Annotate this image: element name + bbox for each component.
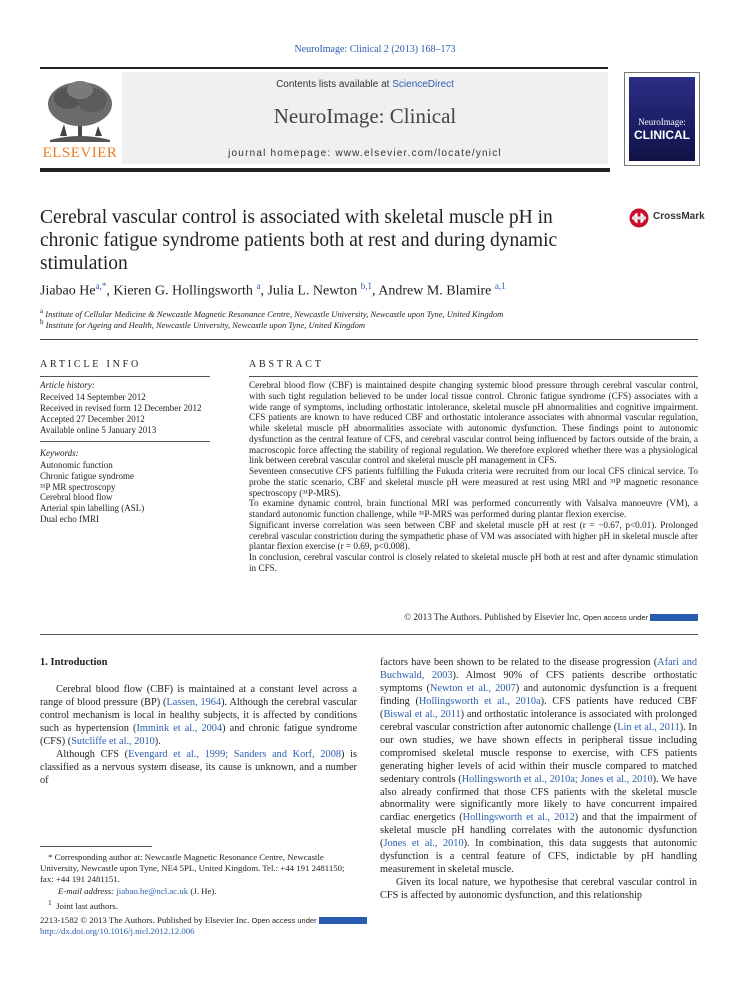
body-divider xyxy=(40,634,698,635)
body-text-run: Cerebral blood flow (CBF) is maintained at a constant level across a range of blood pressure (BP) ( xyxy=(40,684,357,708)
author-name: Julia L. Newton xyxy=(267,283,358,299)
journal-cover-image xyxy=(629,77,695,161)
keyword-item: Chronic fatigue syndrome xyxy=(40,470,134,481)
author-affiliation-marker[interactable]: a,* xyxy=(95,281,107,291)
body-column-left xyxy=(40,684,357,788)
journal-name: NeuroImage: Clinical xyxy=(273,104,457,128)
affiliation-text: Institute of Cellular Medicine & Newcastle Magnetic Resonance Centre, Newcastle University, Newcastle upon Tyne, United Kingdom xyxy=(45,308,504,319)
author-list: Jiabao $He^{a,*}$, Kieren G. Hollingsworth $^a$, Julia L. Newton $^{b,1}$, Andrew M. Blamire $^{a,1}$ xyxy=(40,281,506,299)
author-name: Andrew M. Blamire xyxy=(378,283,492,299)
journal-cover-thumbnail xyxy=(624,72,700,166)
abstract-paragraph: To examine dynamic control, brain functional MRI was performed concurrently with Valsalva manoeuvre (VM), a standard autonomic function challenge, while ³¹P-MRS was performed during plantar flexion exercise. xyxy=(249,498,698,519)
email-label: E-mail address: xyxy=(58,885,115,896)
issn-text: 2213-1582 © 2013 The Authors. Published by Elsevier Inc. xyxy=(40,915,250,925)
article-info-heading: ARTICLE INFO xyxy=(40,359,142,370)
abstract-paragraph: Seventeen consecutive CFS patients fulfilling the Fukuda criteria were recruited from our local CFS clinical service. To probe the static scenario, CBF and skeletal muscle pH were measured at rest using MRI and ³¹P magnetic resonance spectroscopy (³¹P-MRS). xyxy=(249,466,698,498)
crossmark-button[interactable] xyxy=(629,208,709,230)
article-info-rule xyxy=(40,376,210,377)
body-text-run: ). In our own studies, we have shown effects in peripheral tissue including compromised skeletal muscle response to exercise, with CFS patients generating higher levels of acid within their muscle compared to matched sedentary controls ( xyxy=(380,721,698,785)
body-text-run: ). Almost 90% of CFS patients describe orthostatic symptoms ( xyxy=(380,669,697,694)
introduction-heading: 1. Introduction xyxy=(40,657,108,668)
affiliation-key: a xyxy=(40,307,44,315)
body-text-run: ). CFS patients have reduced CBF ( xyxy=(380,695,697,720)
abstract-copyright xyxy=(249,612,698,622)
sciencedirect-link[interactable]: ScienceDirect xyxy=(392,79,454,90)
article-info-rule xyxy=(40,441,210,442)
affiliation-key: b xyxy=(40,318,44,326)
issn-doi-block xyxy=(40,915,440,937)
citation-link[interactable]: Hollingsworth et al., 2010a xyxy=(418,695,541,707)
journal-homepage-line[interactable]: journal homepage: www.elsevier.com/locate/ynicl xyxy=(228,148,502,159)
keywords-label: Keywords: xyxy=(40,448,79,458)
abstract-paragraph: Significant inverse correlation was seen between CBF and skeletal muscle pH at rest (r = −0.67, p<0.01). Prolonged cerebral vascular constriction during the sympathetic phase of VM was associated with higher pH in skeletal muscle after plantar flexion exercise (r = 0.69, p<0.008). xyxy=(249,519,698,552)
cover-title-line-2: CLINICAL xyxy=(634,128,690,142)
citation-link[interactable]: Sutcliffe et al., 2010 xyxy=(71,735,155,747)
crossmark-label: CrossMark xyxy=(653,211,705,222)
issn-line xyxy=(40,915,440,926)
author-affiliation-marker[interactable]: a xyxy=(256,281,261,291)
header-bottom-rule xyxy=(40,168,610,172)
body-text-run: ) and chronic fatigue syndrome (CFS) ( xyxy=(40,722,358,747)
article-history-label: Article history: xyxy=(40,380,95,390)
journal-reference[interactable]: NeuroImage: Clinical 2 (2013) 168–173 xyxy=(294,44,456,55)
citation-link[interactable]: Newton et al., 2007 xyxy=(429,682,516,694)
cc-by-license-badge[interactable] xyxy=(650,614,698,621)
elsevier-wordmark: ELSEVIER xyxy=(42,145,118,161)
keyword-item: Cerebral blood flow xyxy=(40,492,113,503)
body-text-run: ) and orthostatic intolerance is associated with prolonged cerebral vascular constriction after autonomic challenge ( xyxy=(380,708,697,733)
body-paragraph xyxy=(40,749,357,788)
abstract-paragraph: In conclusion, cerebral vascular control is closely related to skeletal muscle pH both at rest and after dynamic stimulation in CFS. xyxy=(249,552,698,573)
citation-link[interactable]: Hollingsworth et al., 2010a; Jones et al., 2010 xyxy=(461,773,653,785)
open-access-label: Open access under xyxy=(582,613,648,622)
joint-author-text: Joint last authors. xyxy=(56,900,118,911)
body-text-run: ) and that the impairment of skeletal muscle pH handling correlates with the autonomic dysfunction ( xyxy=(380,812,697,850)
body-text-run: ). In combination, this data suggests that autonomic dysfunction is a central feature of CFS, indictable by pH handling measurement in skeletal muscle. xyxy=(380,838,697,876)
citation-link[interactable]: Lassen, 1964 xyxy=(166,696,222,708)
author-name: Jiabao He xyxy=(40,283,96,299)
body-text-run: ). xyxy=(154,735,161,747)
body-text-run: Although CFS ( xyxy=(56,748,129,760)
body-paragraph xyxy=(380,657,697,877)
affiliation-text: Institute for Ageing and Health, Newcastle University, Newcastle upon Tyne, United Kingdom xyxy=(45,319,365,330)
body-paragraph xyxy=(380,877,697,903)
citation-link[interactable]: Biswal et al., 2011 xyxy=(383,708,461,720)
article-history-list xyxy=(40,392,201,436)
body-paragraph xyxy=(40,684,357,749)
affiliation-b xyxy=(40,318,700,330)
citation-link[interactable]: Immink et al., 2004 xyxy=(136,722,223,734)
abstract-rule xyxy=(249,376,698,377)
body-text-run: ). Although the cerebral vascular control mechanism is local in healthy subjects, it is affected by conditions such as hypertension ( xyxy=(40,696,357,734)
joint-author-note xyxy=(40,897,357,912)
header-top-rule xyxy=(40,67,608,69)
author-name: Kieren G. Hollingsworth xyxy=(113,283,253,299)
body-column-right xyxy=(380,657,697,903)
keyword-item: ³¹P MR spectroscopy xyxy=(40,481,116,492)
keyword-item: Autonomic function xyxy=(40,460,113,470)
article-title: Cerebral vascular control is associated with skeletal muscle pH in chronic fatigue syndrome patients both at rest and during dynamic stimulation xyxy=(40,207,558,274)
body-text-run: ) and autonomic dysfunction is a frequent finding ( xyxy=(380,682,698,707)
history-item: Received 14 September 2012 xyxy=(40,392,146,402)
abstract-paragraph: Cerebral blood flow (CBF) is maintained despite changing systemic blood pressure through cerebral vascular control, with such tight regulation believed to be under local tissue control. Chronic fatigue syndrome (CFS) associates with a wide range of symptoms, including orthostatic intolerance, skeletal muscle pH abnormalities and cognitive impairment. CFS patients are known to have reduced CBF and orthostatic intolerance associates with abnormal vascular regulation, while skeletal muscle pH abnormalities associate with autonomic dysfunction. These findings point to autonomic dysfunction as the central feature of CFS, and cerebral vascular control being influenced by factors outside of the brain, a macroscopic force affecting the stability of regional regulation. We therefore explored whether there was a physiological link between cerebral vascular control and skeletal muscle pH management in CFS. xyxy=(249,380,698,466)
citation-link[interactable]: Afari and Buchwald, 2003 xyxy=(380,657,697,681)
joint-author-marker: 1 xyxy=(48,897,52,907)
body-text-run: Given its local nature, we hypothesise that cerebral vascular control in CFS is affected by autonomic dysfunction, and this relationship xyxy=(380,877,697,902)
citation-link[interactable]: Jones et al., 2010 xyxy=(383,838,464,850)
email-note xyxy=(40,886,357,897)
email-link[interactable]: jiabao.he@ncl.ac.uk xyxy=(116,885,189,896)
abstract-heading: ABSTRACT xyxy=(249,359,324,370)
history-item: Available online 5 January 2013 xyxy=(40,425,157,435)
author-affiliation-marker[interactable]: b,1 xyxy=(360,281,373,291)
author-affiliation-marker[interactable]: a,1 xyxy=(494,281,506,291)
citation-link[interactable]: Hollingsworth et al., 2012 xyxy=(462,812,575,824)
citation-link[interactable]: Lin et al., 2011 xyxy=(617,721,680,733)
body-text-run: ). We have also already confirmed that those CFS patients with the skeletal muscle abnormality were significantly more likely to have concurrent impaired cardiac energetics ( xyxy=(380,773,697,824)
crossmark-icon xyxy=(629,208,649,228)
contents-prefix: Contents lists available at xyxy=(276,79,393,90)
citation-link[interactable]: Evengard et al., 1999; Sanders and Korf, 2008 xyxy=(128,748,341,760)
corresponding-author-note: * Corresponding author at: Newcastle Magnetic Resonance Centre, Newcastle University, Newcastle upon Tyne, NE4 5PL, United Kingdom. Tel.: +44 191 2481150; fax: +44 191 2481151. xyxy=(40,852,345,885)
section-divider xyxy=(40,339,698,340)
open-access-label: Open access under xyxy=(251,916,317,925)
cc-by-license-badge[interactable] xyxy=(319,917,367,924)
footnote-rule xyxy=(40,846,152,847)
copyright-text: © 2013 The Authors. Published by Elsevier Inc. xyxy=(404,612,581,622)
keyword-item: Arterial spin labelling (ASL) xyxy=(40,503,145,514)
contents-available-line xyxy=(122,79,608,90)
body-text-run: factors have been shown to be related to the disease progression ( xyxy=(380,657,658,668)
abstract-body xyxy=(249,380,698,574)
keyword-item: Dual echo fMRI xyxy=(40,513,99,524)
email-suffix: (J. He). xyxy=(188,885,217,896)
keywords-list xyxy=(40,460,144,525)
body-text-run: ) is classified as a nervous system disease, its cause is unknown, and a number of xyxy=(40,748,358,786)
history-item: Accepted 27 December 2012 xyxy=(40,414,145,424)
cover-title-line-1: NeuroImage: xyxy=(638,117,686,127)
history-item: Received in revised form 12 December 2012 xyxy=(40,403,202,413)
footnotes xyxy=(40,852,357,912)
doi-link[interactable]: http://dx.doi.org/10.1016/j.nicl.2012.12.006 xyxy=(40,926,195,937)
